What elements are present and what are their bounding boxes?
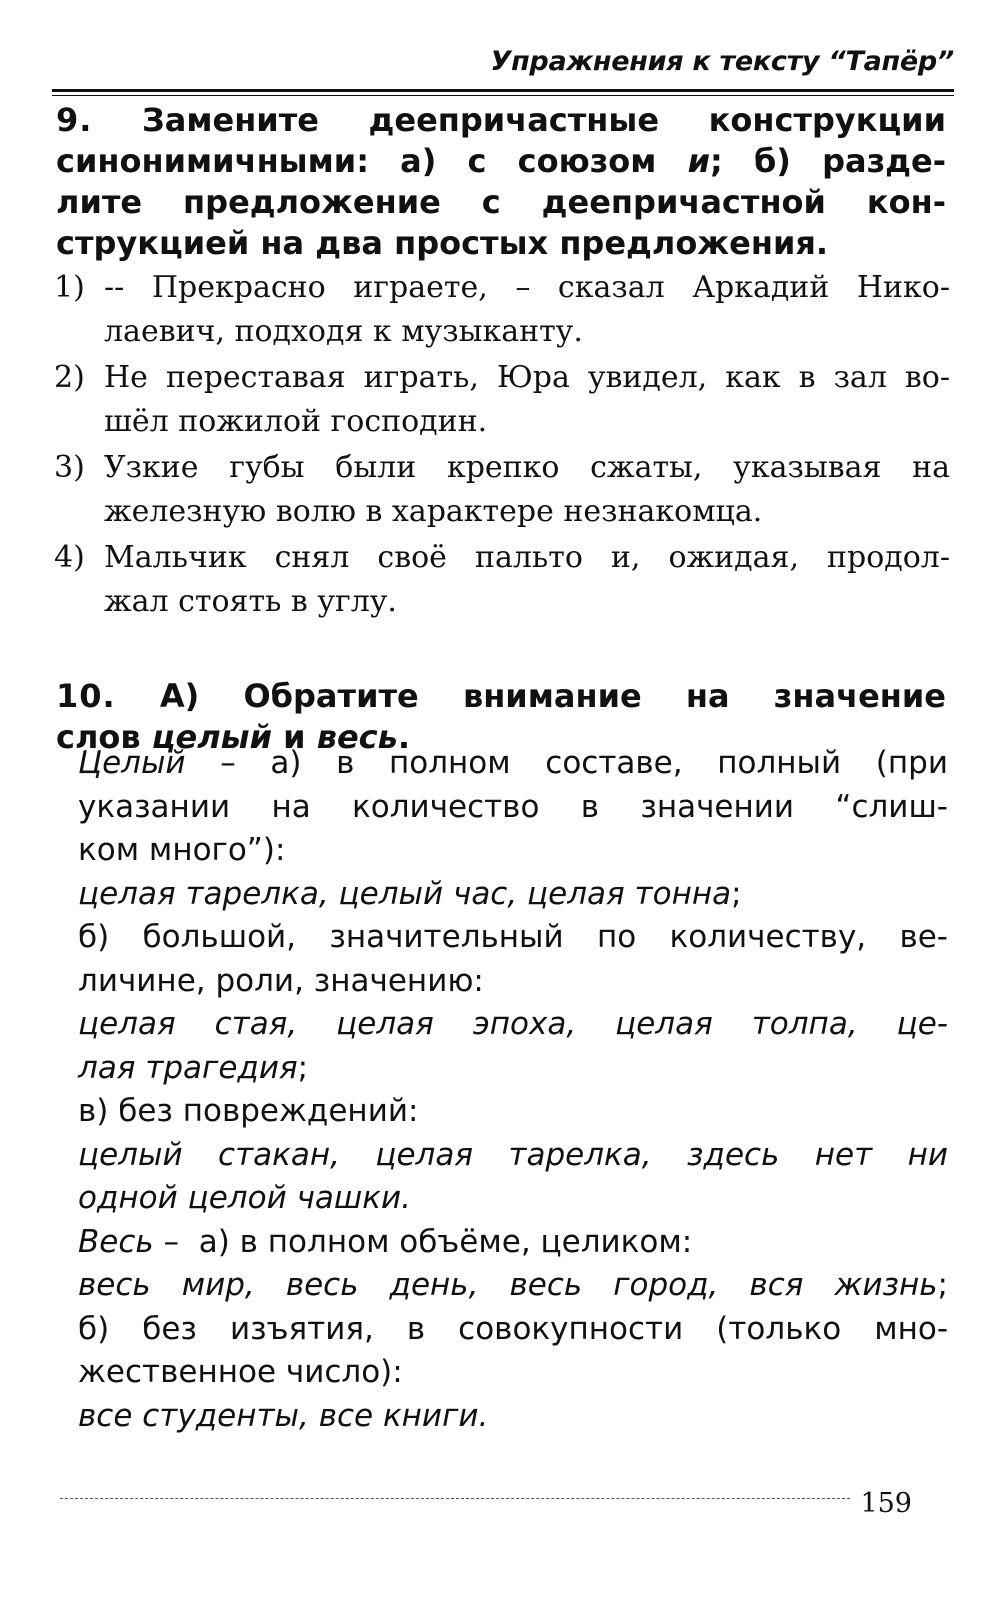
def-line: в) без повреждений: (78, 1093, 419, 1129)
example-line: лая трагедия; (78, 1049, 309, 1086)
def-line: жественное число): (78, 1354, 403, 1390)
definitions (78, 742, 948, 1438)
example-line: целая тарелка, целый час, целая тонна; (78, 875, 742, 912)
running-head: Упражнения к тексту “Тапёр” (490, 46, 954, 77)
example-line: целая стая, целая эпоха, целая толпа, це- (78, 1006, 948, 1042)
ex9-title-line-4: струкцией на два простых предложения. (56, 224, 829, 262)
ex9-title-line-3: лите предложение с деепричастной кон- (56, 183, 946, 221)
header-rule (52, 89, 954, 92)
footer-rule (60, 1498, 850, 1499)
term-ves: Весь (78, 1223, 154, 1260)
term-tselyi: Целый (78, 745, 186, 781)
def-line: ком много”): (78, 832, 286, 868)
example-line: целый стакан, целая тарелка, здесь нет ни (78, 1136, 948, 1173)
header-rule-thin (52, 95, 954, 96)
page-number: 159 (860, 1488, 912, 1519)
conj-i: и (687, 142, 711, 180)
list-item: 1) -- Прекрасно играете, – сказал Аркадий Нико- лаевич, подходя к музыканту. (54, 266, 950, 354)
word-ves: весь (316, 718, 398, 756)
example-line: весь мир, весь день, весь город, вся жизнь; (78, 1267, 948, 1303)
ex10-title-line-1: 10. А) Обратите внимание на значение (56, 677, 947, 715)
list-item: 3) Узкие губы были крепко сжаты, указывая на железную волю в характере незнакомца. (54, 446, 950, 534)
ex10-title-line-2: слов целый и весь. (56, 718, 411, 756)
word-tselyi: целый (151, 718, 272, 756)
def-line: личине, роли, значению: (78, 962, 484, 999)
def-line: б) без изъятия, в совокупности (только мно- (78, 1310, 948, 1347)
exercise-9-list (54, 266, 950, 624)
def-line: б) большой, значительный по количеству, ве- (78, 919, 948, 955)
example-line: все студенты, все книги. (78, 1397, 489, 1434)
item-marker: 1) (54, 270, 85, 305)
def-line: Весь – а) в полном объёме, целиком: (78, 1223, 693, 1260)
ex9-title-line-2: синонимичными: а) с союзом и; б) разде- (56, 142, 947, 180)
exercise-9-title (56, 100, 946, 264)
ex9-title-line-1: 9. Замените деепричастные конструкции (56, 101, 947, 139)
ex9-number: 9. (56, 101, 93, 139)
list-item: 2) Не переставая играть, Юра увидел, как в зал во- шёл пожилой господин. (54, 356, 950, 444)
def-line: указании на количество в значении “слиш- (78, 788, 948, 825)
list-item: 4) Мальчик снял своё пальто и, ожидая, продол- жал стоять в углу. (54, 536, 950, 624)
ex10-number: 10. (56, 677, 116, 715)
example-line: одной целой чашки. (78, 1180, 411, 1216)
item-marker: 3) (54, 450, 85, 485)
item-marker: 2) (54, 360, 85, 395)
item-marker: 4) (54, 540, 85, 575)
def-line: Целый – а) в полном составе, полный (при (78, 745, 948, 781)
